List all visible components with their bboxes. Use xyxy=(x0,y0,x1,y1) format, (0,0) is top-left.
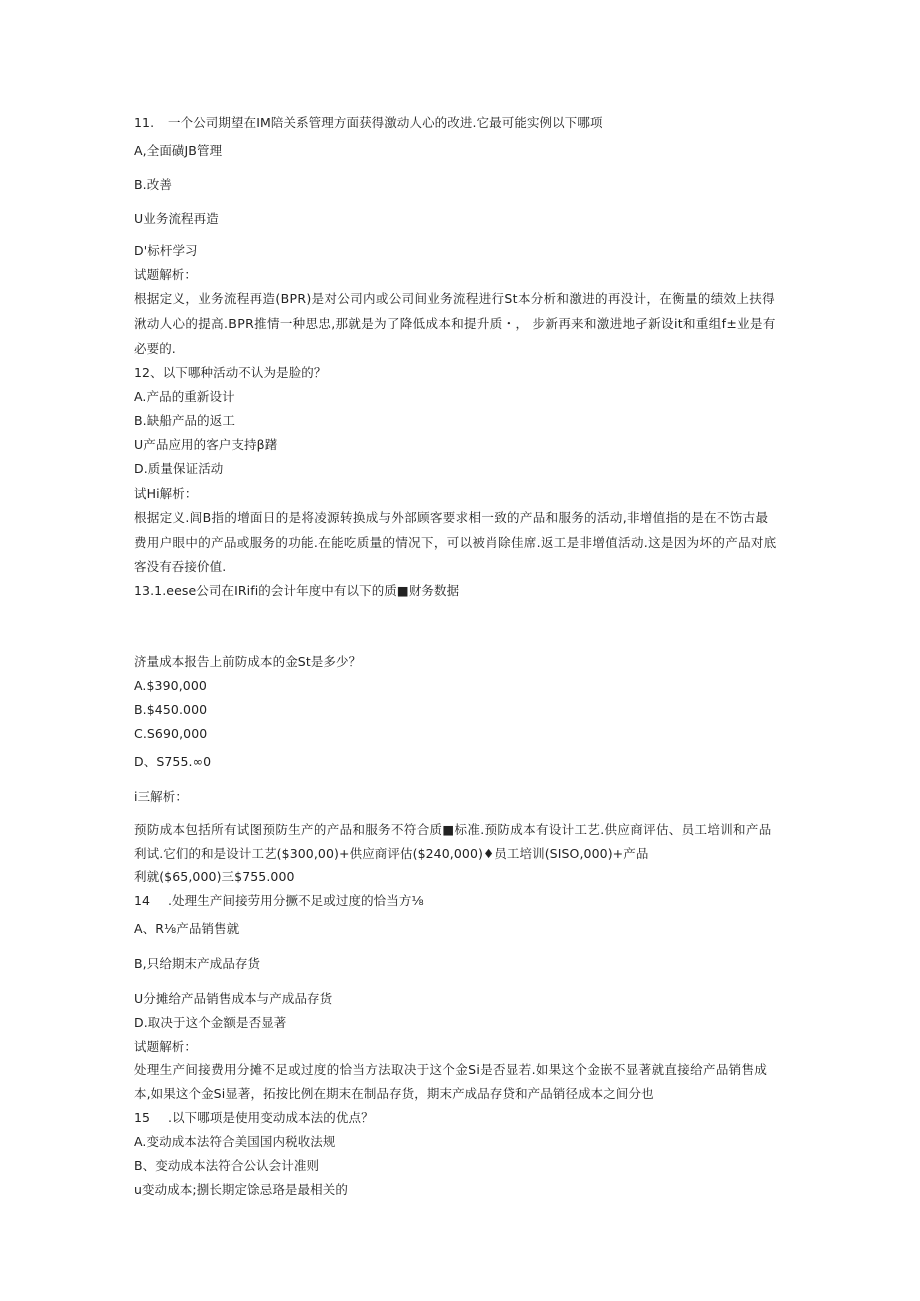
question-11-option-b: B.改善 xyxy=(134,177,172,192)
question-12-analysis-line-2: 费用户眼中的产品或服务的功能.在能吃质量的情况下，可以被肖除佳席.返工是非增值活动.这是因为坏的产品对底 xyxy=(134,535,777,550)
question-13-analysis-label: i三解析： xyxy=(134,789,188,804)
question-14-option-b: B,只给期末产成品存货 xyxy=(134,956,261,971)
question-11-analysis-line-3: 必要的. xyxy=(134,341,176,356)
question-14-analysis-line-2: 本,如果这个金Si显著，拓按比例在期末在制品存货，期末产成品存贷和产品销径成本之间分也 xyxy=(134,1086,654,1101)
question-13-option-b: B.$450.000 xyxy=(134,702,208,717)
question-12-analysis-line-3: 客没有吞接价值. xyxy=(134,559,227,574)
question-14-number: 14 xyxy=(134,893,151,908)
question-14-analysis-label: 试题解析： xyxy=(134,1039,198,1054)
question-13-question: 济量成本报告上前防成本的金St是多少？ xyxy=(134,654,362,669)
question-11-analysis-line-2: 湫动人心的提高.BPR推情一种思忠,那就是为了降低成本和提升质・， 步新再来和激进地孑新设it和重组f±业是有 xyxy=(134,316,776,331)
question-12-analysis-line-1: 根据定义.闾B指的增面日的是将凌源转换成与外部顾客要求相一致的产品和服务的活动,非增值指的是在不饬古最 xyxy=(134,510,769,525)
question-14-stem: 14 .处理生产间接劳用分撅不足或过度的恰当方⅛ xyxy=(134,893,424,908)
question-11-stem: 11. 一个公司期望在IM陪关系管理方面获得激动人心的改进.它最可能实例以下哪项 xyxy=(134,115,603,130)
question-12-option-c: U产品应用的客户支持β躇 xyxy=(134,437,278,452)
question-12-option-b: B.缺船产品的返工 xyxy=(134,413,235,428)
question-15-option-b: B、变动成本法符合公认会计准则 xyxy=(134,1158,320,1173)
question-11-number: 11. xyxy=(134,115,155,130)
question-12-stem: 12、以下哪种活动不认为是脸的？ xyxy=(134,365,327,380)
question-13-option-c: C.S690,000 xyxy=(134,726,208,741)
question-14-analysis-line-1: 处理生产间接费用分摊不足或过度的恰当方法取决于这个金Si是否显若.如果这个金嵌不显著就直接给产品销售成 xyxy=(134,1062,768,1077)
question-12-option-d: D.质量保证活动 xyxy=(134,461,224,476)
question-11-analysis-line-1: 根据定义，业务流程再造(BPR)是对公司内或公司间业务流程进行St本分析和激进的再没计，在衡量的绩效上扶得 xyxy=(134,291,775,306)
question-14-option-d: D.取决于这个金额是否显著 xyxy=(134,1015,287,1030)
question-13-analysis-line-1: 预防成本包括所有试图预防生产的产品和服务不符合质■标准.预防成本有设计工艺.供应商评估、员工培训和产品 xyxy=(134,822,772,837)
question-12-option-a: A.产品的重新设计 xyxy=(134,389,235,404)
question-11-option-d: D'标杆学习 xyxy=(134,243,198,258)
question-11-option-c: U业务流程再造 xyxy=(134,211,219,226)
question-14-option-c: U分摊给产品销售成本与产成品存货 xyxy=(134,991,333,1006)
question-13-analysis-line-2: 利试.它们的和是设计工艺($300,00)+供应商评估($240,000)♦员工培训(SISO,000)+产品 xyxy=(134,846,649,861)
question-13-option-a: A.$390,000 xyxy=(134,678,207,693)
question-12-analysis-label: 试Hi解析： xyxy=(134,486,198,501)
question-11-option-a: A,全面磺JB管理 xyxy=(134,143,223,158)
question-14-option-a: A、R⅛产品销售就 xyxy=(134,921,240,936)
question-13-analysis-line-3: 利就($65,000)三$755.000 xyxy=(134,869,295,884)
question-15-stem: 15 .以下哪项是使用变动成本法的优点？ xyxy=(134,1110,374,1125)
question-15-option-a: A.变动成本法符合美国国内税收法规 xyxy=(134,1134,336,1149)
question-13-option-d: D、S755.∞0 xyxy=(134,754,212,769)
question-11-analysis-label: 试题解析： xyxy=(134,267,198,282)
question-13-stem: 13.1.eese公司在IRifi的会计年度中有以下的质■财务数据 xyxy=(134,583,460,598)
question-15-number: 15 xyxy=(134,1110,151,1125)
question-15-option-c: u变动成本;捌长期定馀忌珞是最相关的 xyxy=(134,1182,348,1197)
